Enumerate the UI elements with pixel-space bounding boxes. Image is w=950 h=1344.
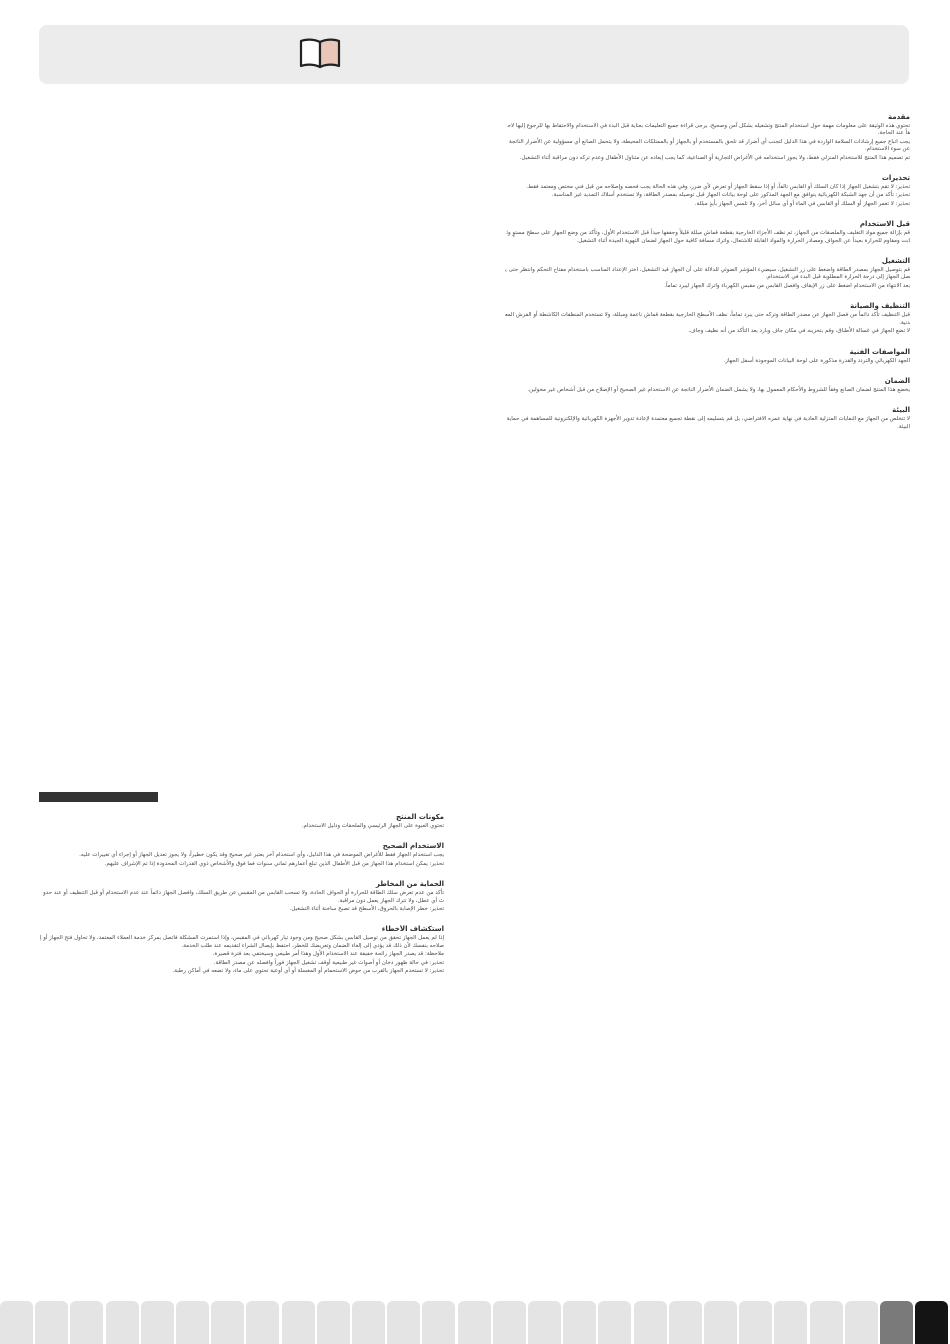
section-paragraph: تحذير: في حالة ظهور دخان أو أصوات غير طبيعية أوقف تشغيل الجهاز فوراً وافصله عن مصدر الطاقة. bbox=[213, 959, 444, 966]
text-section bbox=[39, 842, 444, 868]
section-paragraph: قم بتوصيل الجهاز بمصدر الطاقة واضغط على زر التشغيل، سيضيء المؤشر الضوئي للدلالة على أن الجهاز قيد التشغيل، اختر الإعداد المناسب باستخدام مفتاح التحكم وانتظر حتى يصل الجهاز إلى درجة الحرارة المطلوبة قبل البدء في الاستخدام. bbox=[505, 267, 910, 281]
section-paragraph: تم تصميم هذا المنتج للاستخدام المنزلي فقط، ولا يجوز استخدامه في الأغراض التجارية أو الصناعية، كما يجب إبعاده عن متناول الأطفال وعدم تركه دون مراقبة أثناء التشغيل. bbox=[519, 154, 910, 161]
page-tab[interactable] bbox=[246, 1301, 279, 1344]
text-section bbox=[39, 813, 444, 830]
section-paragraph: ملاحظة: قد يصدر الجهاز رائحة خفيفة عند الاستخدام الأول وهذا أمر طبيعي وسيختفي بعد فترة قصيرة. bbox=[212, 951, 444, 958]
section-paragraph: تأكد من عدم تعرض سلك الطاقة للحرارة أو الحواف الحادة، ولا تسحب القابس من المقبس عن طريق السلك، وافصل الجهاز دائماً عند عدم الاستخدام أو قبل التنظيف أو عند حدوث أي عطل، ولا تترك الجهاز يعمل دون مراقبة. bbox=[43, 890, 444, 904]
page-tab[interactable] bbox=[422, 1301, 455, 1344]
page-tab[interactable] bbox=[352, 1301, 385, 1344]
text-section bbox=[505, 113, 910, 162]
page-tab[interactable] bbox=[810, 1301, 843, 1344]
left-column bbox=[39, 813, 444, 987]
page-tab[interactable] bbox=[493, 1301, 526, 1344]
page-tab[interactable] bbox=[563, 1301, 596, 1344]
section-heading: المواصفات الفنية bbox=[849, 347, 910, 356]
section-paragraph: قبل التنظيف تأكد دائماً من فصل الجهاز عن مصدر الطاقة وتركه حتى يبرد تماماً، نظف الأسطح الخارجية بقطعة قماش ناعمة ومبللة، ولا تستخدم المنظفات الكاشطة أو الفرش المعدنية. bbox=[505, 312, 910, 326]
page-tab[interactable] bbox=[317, 1301, 350, 1344]
page-tab[interactable] bbox=[704, 1301, 737, 1344]
page-tab[interactable] bbox=[458, 1301, 491, 1344]
page-tab[interactable] bbox=[845, 1301, 878, 1344]
section-paragraph: الجهد الكهربائي والتردد والقدرة مذكورة على لوحة البيانات الموجودة أسفل الجهاز. bbox=[723, 357, 910, 364]
text-section bbox=[505, 174, 910, 208]
page-tab[interactable] bbox=[35, 1301, 68, 1344]
text-section bbox=[505, 406, 910, 431]
section-paragraph: لا تتخلص من الجهاز مع النفايات المنزلية العادية في نهاية عمره الافتراضي، بل قم بتسليمه إلى نقطة تجميع معتمدة لإعادة تدوير الأجهزة الكهربائية والإلكترونية للمساهمة في حماية البيئة. bbox=[506, 416, 910, 430]
section-paragraph: قم بإزالة جميع مواد التغليف والملصقات من الجهاز، ثم نظف الأجزاء الخارجية بقطعة قماش مبللة قليلاً وجففها جيداً قبل الاستخدام الأول، وتأكد من وضع الجهاز على سطح مستوٍ وثابت ومقاوم للحرارة بعيداً عن الحواف ومصادر الحرارة والمواد القابلة للاشتعال، واترك مسافة كافية حول الجهاز لضمان التهوية الجيدة أثناء التشغيل. bbox=[506, 230, 910, 244]
open-book-icon bbox=[298, 36, 342, 70]
section-paragraph: لا تضع الجهاز في غسالة الأطباق، وقم بتخزينه في مكان جاف وبارد بعد التأكد من أنه نظيف وجاف. bbox=[688, 328, 910, 335]
right-column bbox=[505, 113, 910, 443]
page-tab[interactable] bbox=[106, 1301, 139, 1344]
section-heading: الضمان bbox=[884, 376, 910, 385]
section-paragraph: بعد الانتهاء من الاستخدام اضغط على زر الإيقاف وافصل القابس من مقبس الكهرباء واترك الجهاز ليبرد تماماً. bbox=[664, 282, 910, 289]
section-heading: مكونات المنتج bbox=[395, 813, 444, 821]
page-tab[interactable] bbox=[0, 1301, 33, 1344]
section-heading: تحذيرات bbox=[881, 174, 910, 183]
section-heading: الاستخدام الصحيح bbox=[382, 842, 444, 851]
section-paragraph: تحذير: خطر الإصابة بالحروق، الأسطح قد تصبح ساخنة أثناء التشغيل. bbox=[289, 906, 444, 913]
page-tab[interactable] bbox=[634, 1301, 667, 1344]
section-paragraph: تحذير: لا تستخدم الجهاز بالقرب من حوض الاستحمام أو المغسلة أو أي أوعية تحتوي على ماء، ولا تضعه في أماكن رطبة. bbox=[172, 968, 444, 975]
section-paragraph: يجب اتباع جميع إرشادات السلامة الواردة في هذا الدليل لتجنب أي أضرار قد تلحق بالمستخدم أو بالجهاز أو بالممتلكات المحيطة، ولا يتحمل الصانع أي مسؤولية عن الأضرار الناتجة عن سوء الاستخدام. bbox=[509, 138, 910, 153]
page-tab[interactable] bbox=[739, 1301, 772, 1344]
page-tab[interactable] bbox=[176, 1301, 209, 1344]
text-section bbox=[505, 377, 910, 394]
section-heading: التنظيف والصيانة bbox=[850, 302, 910, 311]
section-paragraph: تحتوي هذه الوثيقة على معلومات مهمة حول استخدام المنتج وتشغيله بشكل آمن وصحيح، يرجى قراءة جميع التعليمات بعناية قبل البدء في الاستخدام والاحتفاظ بها للرجوع إليها لاحقاً عند الحاجة. bbox=[507, 123, 910, 137]
section-paragraph: تحذير: لا تغمر الجهاز أو السلك أو القابس في الماء أو أي سائل آخر، ولا تلمس الجهاز بأيدٍ مبللة. bbox=[694, 200, 910, 207]
section-paragraph: تحذير: يمكن استخدام هذا الجهاز من قبل الأطفال الذين تبلغ أعمارهم ثماني سنوات فما فوق والأشخاص ذوي القدرات المحدودة إذا تم الإشراف عليهم. bbox=[104, 860, 444, 867]
section-paragraph: يجب استخدام الجهاز فقط للأغراض الموضحة في هذا الدليل، وأي استخدام آخر يعتبر غير صحيح وقد يكون خطيراً، ولا يجوز تعديل الجهاز أو إجراء أي تغييرات عليه. bbox=[79, 852, 444, 859]
section-heading: البيئة bbox=[892, 406, 910, 415]
section-paragraph: تحذير: تأكد من أن جهد الشبكة الكهربائية يتوافق مع الجهد المذكور على لوحة بيانات الجهاز قبل توصيله بمصدر الطاقة، ولا تستخدم أسلاك التمديد غير المناسبة. bbox=[551, 192, 910, 199]
page-tab-active[interactable] bbox=[915, 1301, 948, 1344]
page-tab[interactable] bbox=[211, 1301, 244, 1344]
page-tab[interactable] bbox=[528, 1301, 561, 1344]
section-heading: مقدمة bbox=[888, 113, 910, 121]
text-section bbox=[505, 302, 910, 335]
section-heading: الحماية من المخاطر bbox=[375, 880, 444, 889]
section-paragraph: يخضع هذا المنتج لضمان الصانع وفقاً للشروط والأحكام المعمول بها، ولا يشمل الضمان الأضرار الناتجة عن الاستخدام غير الصحيح أو الإصلاح من قبل أشخاص غير مخولين. bbox=[527, 386, 910, 393]
section-paragraph: تحذير: لا تقم بتشغيل الجهاز إذا كان السلك أو القابس تالفاً، أو إذا سقط الجهاز أو تعرض لأي ضرر، وفي هذه الحالة يجب فحصه وإصلاحه من قبل فني مختص ومعتمد فقط. bbox=[526, 184, 910, 191]
page-tab[interactable] bbox=[282, 1301, 315, 1344]
text-section bbox=[505, 257, 910, 290]
page-tab[interactable] bbox=[774, 1301, 807, 1344]
header-bar bbox=[39, 25, 909, 84]
text-section bbox=[505, 348, 910, 365]
section-paragraph: تحتوي العبوة على الجهاز الرئيسي والملحقات ودليل الاستخدام. bbox=[301, 823, 444, 829]
section-heading: التشغيل bbox=[881, 257, 910, 266]
section-divider-bar bbox=[39, 792, 158, 802]
page-tab[interactable] bbox=[387, 1301, 420, 1344]
section-heading: استكشاف الأخطاء bbox=[381, 925, 444, 934]
section-heading: قبل الاستخدام bbox=[859, 220, 910, 229]
page-tab[interactable] bbox=[880, 1301, 913, 1344]
page-tab[interactable] bbox=[669, 1301, 702, 1344]
page-tab[interactable] bbox=[598, 1301, 631, 1344]
text-section bbox=[39, 925, 444, 975]
section-paragraph: إذا لم يعمل الجهاز تحقق من توصيل القابس بشكل صحيح ومن وجود تيار كهربائي في المقبس، وإذا استمرت المشكلة فاتصل بمركز خدمة العملاء المعتمد، ولا تحاول فتح الجهاز أو إصلاحه بنفسك لأن ذلك قد يؤدي إلى إلغاء الضمان وتعريضك للخطر، احتفظ بإيصال الشراء لتقديمه عند طلب الخدمة. bbox=[39, 935, 444, 949]
text-section bbox=[39, 880, 444, 913]
text-section bbox=[505, 220, 910, 245]
page-tab[interactable] bbox=[141, 1301, 174, 1344]
page-tabs-bar bbox=[0, 1301, 950, 1344]
page-tab[interactable] bbox=[70, 1301, 103, 1344]
